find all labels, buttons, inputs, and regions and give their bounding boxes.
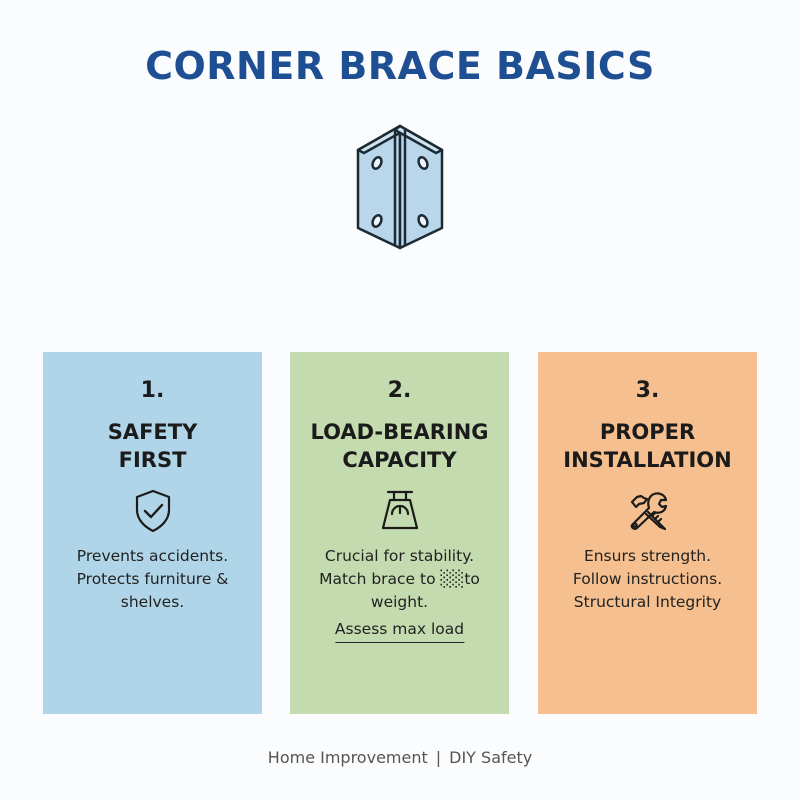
desc-line: Match brace to ░░to (319, 570, 480, 588)
card-heading (538, 418, 757, 474)
card-description (290, 545, 509, 614)
assess-max-load-link[interactable]: Assess max load (335, 620, 464, 643)
desc-line: shelves. (120, 593, 185, 611)
card-proper-installation (538, 352, 757, 714)
card-description (43, 545, 262, 614)
card-description (538, 545, 757, 614)
card-safety-first (43, 352, 262, 714)
card-number: 1. (140, 378, 165, 403)
page-title: CORNER BRACE BASICS (145, 44, 655, 88)
card-load-bearing (290, 352, 509, 714)
card-number: 2. (387, 378, 412, 403)
desc-line: weight. (370, 593, 429, 611)
card-number: 3. (635, 378, 660, 403)
desc-line: Structural Integrity (573, 593, 722, 611)
footer (0, 748, 800, 767)
wrench-screw-icon (624, 486, 672, 534)
card-heading-line: PROPER (599, 420, 696, 444)
footer-category: Home Improvement (267, 748, 428, 767)
desc-line: Follow instructions. (572, 570, 723, 588)
footer-separator: | (435, 748, 442, 767)
scale-icon (376, 486, 424, 534)
card-heading (43, 418, 262, 474)
card-heading (290, 418, 509, 474)
corner-brace-icon (350, 118, 450, 258)
card-heading-line: CAPACITY (342, 448, 457, 472)
card-heading-line: LOAD-BEARING (310, 420, 489, 444)
shield-check-icon (129, 486, 177, 534)
card-heading-line: FIRST (118, 448, 187, 472)
desc-line: Ensurs strength. (583, 547, 712, 565)
desc-line: Crucial for stability. (324, 547, 475, 565)
desc-line: Protects furniture & (76, 570, 229, 588)
card-heading-line: SAFETY (107, 420, 198, 444)
desc-line: Prevents accidents. (76, 547, 229, 565)
footer-topic: DIY Safety (449, 748, 533, 767)
card-heading-line: INSTALLATION (563, 448, 732, 472)
